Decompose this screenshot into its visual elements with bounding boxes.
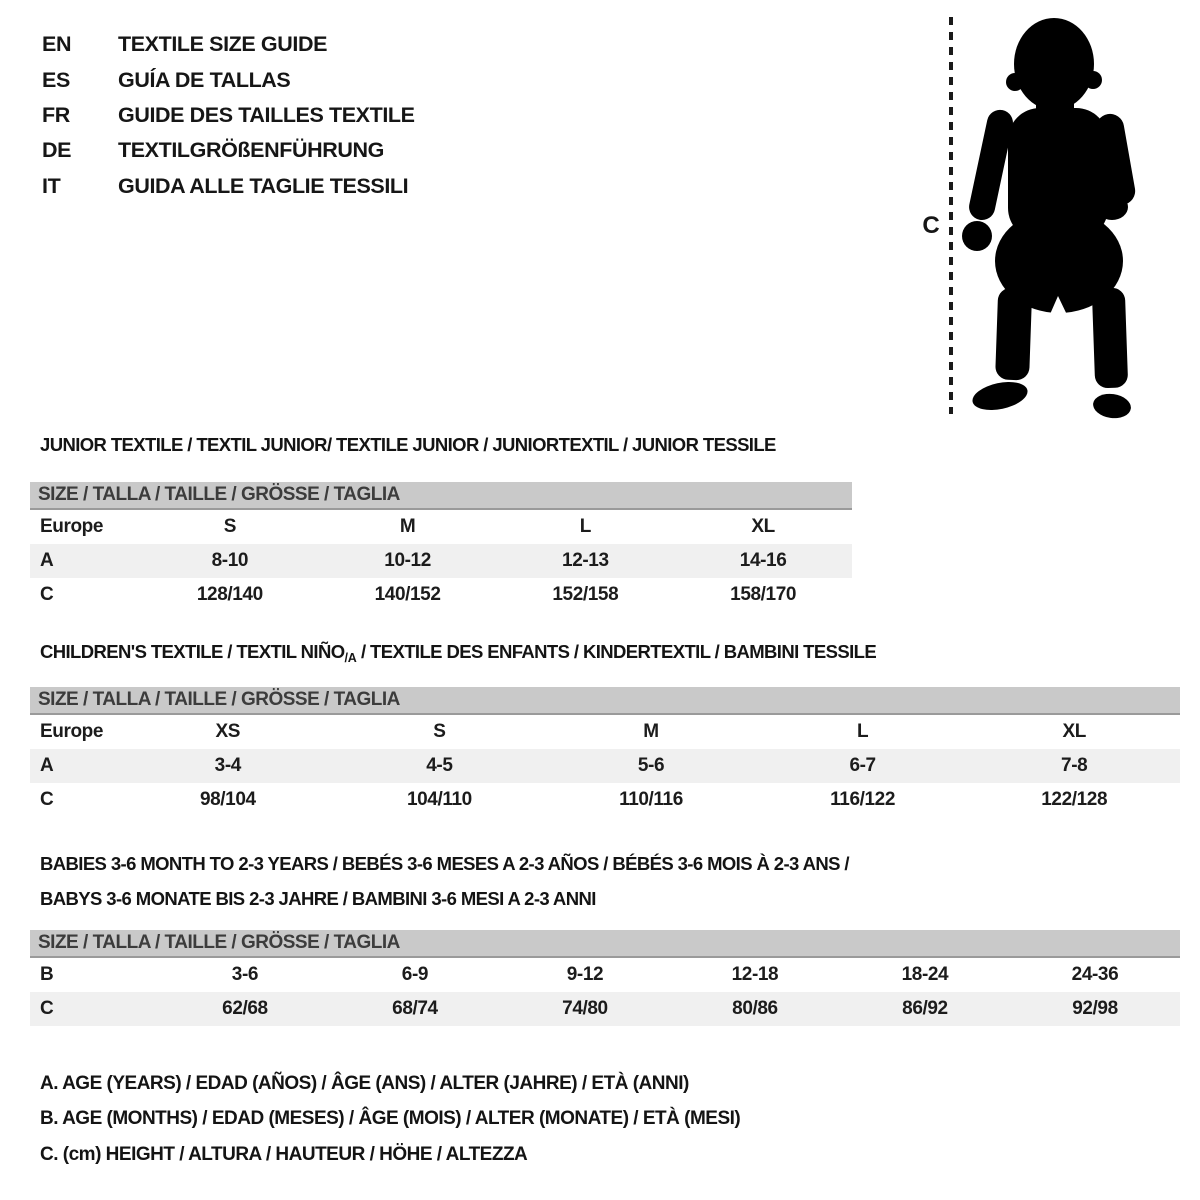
size-cell: XS <box>215 721 241 742</box>
language-row-it <box>42 169 415 204</box>
language-code: DE <box>42 138 72 163</box>
value-cell: 158/170 <box>730 584 797 605</box>
size-cell: XL <box>1062 721 1086 742</box>
value-cell: 104/110 <box>406 789 472 810</box>
table-row <box>30 783 1180 817</box>
value-cell: 62/68 <box>160 992 330 1026</box>
table-row <box>30 992 1180 1026</box>
table-row <box>30 578 852 612</box>
value-cell: 3-4 <box>122 749 334 783</box>
junior-size-table <box>30 482 852 612</box>
heading-text: CHILDREN'S TEXTILE / TEXTIL NIÑO <box>40 641 345 662</box>
value-cell: 14-16 <box>674 544 852 578</box>
table-row <box>30 749 1180 783</box>
toddler-silhouette-icon <box>940 10 1200 420</box>
guide-title: GUIDA ALLE TAGLIE TESSILI <box>118 173 409 198</box>
language-code: EN <box>42 32 72 57</box>
value-cell: 10-12 <box>319 544 497 578</box>
value-cell: 9-12 <box>566 964 604 985</box>
row-label: C <box>40 584 54 605</box>
value-cell: 74/80 <box>500 992 670 1026</box>
value-cell: 12-13 <box>496 544 674 578</box>
language-code: FR <box>42 102 70 127</box>
babies-size-table <box>30 930 1180 1026</box>
value-cell: 110/116 <box>619 789 683 810</box>
size-header-bar: SIZE / TALLA / TAILLE / GRÖSSE / TAGLIA <box>30 930 1180 958</box>
toddler-silhouette-shape <box>962 18 1137 420</box>
size-cell: M <box>399 516 416 537</box>
value-cell: 7-8 <box>968 749 1180 783</box>
legend-notes <box>40 1066 740 1172</box>
junior-table-grid <box>30 510 852 612</box>
language-code: IT <box>42 173 61 198</box>
guide-title: TEXTILGRÖßENFÜHRUNG <box>118 138 384 163</box>
children-section-heading <box>40 641 876 663</box>
value-cell: 5-6 <box>545 749 757 783</box>
babies-table-grid <box>30 958 1180 1026</box>
value-cell: 128/140 <box>196 584 263 605</box>
value-cell: 152/158 <box>552 584 619 605</box>
children-table-grid <box>30 715 1180 817</box>
heading-text: / TEXTILE DES ENFANTS / KINDERTEXTIL / BAMBINI TESSILE <box>356 641 877 662</box>
value-cell: 12-18 <box>731 964 779 985</box>
value-cell: 4-5 <box>334 749 546 783</box>
row-label: A <box>30 544 141 578</box>
height-measure-label: C <box>922 212 940 239</box>
value-cell: 24-36 <box>1071 964 1119 985</box>
value-cell: 116/122 <box>830 789 895 810</box>
value-cell: 6-9 <box>401 964 429 985</box>
value-cell: 80/86 <box>670 992 840 1026</box>
table-row <box>30 544 852 578</box>
junior-section-heading: JUNIOR TEXTILE / TEXTIL JUNIOR/ TEXTILE JUNIOR / JUNIORTEXTIL / JUNIOR TESSILE <box>40 434 776 455</box>
value-cell: 98/104 <box>199 789 256 810</box>
table-row <box>30 715 1180 749</box>
value-cell: 18-24 <box>901 964 949 985</box>
guide-title: GUIDE DES TAILLES TEXTILE <box>118 102 415 127</box>
size-cell: L <box>579 516 591 537</box>
heading-line-2: BABYS 3-6 MONATE BIS 2-3 JAHRE / BAMBINI 3-6 MESI A 2-3 ANNI <box>40 888 596 909</box>
children-size-table <box>30 687 1180 817</box>
size-cell: S <box>433 721 446 742</box>
table-row <box>30 958 1180 992</box>
legend-note-a: A. AGE (YEARS) / EDAD (AÑOS) / ÂGE (ANS) / ALTER (JAHRE) / ETÀ (ANNI) <box>40 1073 689 1094</box>
row-label: C <box>40 789 54 810</box>
row-label: B <box>40 964 54 985</box>
value-cell: 8-10 <box>141 544 319 578</box>
language-row-en <box>42 27 415 62</box>
size-cell: S <box>223 516 236 537</box>
heading-subscript: /A <box>344 651 357 665</box>
value-cell: 86/92 <box>840 992 1010 1026</box>
size-header-bar: SIZE / TALLA / TAILLE / GRÖSSE / TAGLIA <box>30 482 852 510</box>
value-cell: 140/152 <box>374 584 441 605</box>
value-cell: 6-7 <box>757 749 969 783</box>
value-cell: 122/128 <box>1041 789 1108 810</box>
table-row <box>30 510 852 544</box>
value-cell: 68/74 <box>330 992 500 1026</box>
language-row-fr <box>42 98 415 133</box>
size-header-bar: SIZE / TALLA / TAILLE / GRÖSSE / TAGLIA <box>30 687 1180 715</box>
value-cell: 92/98 <box>1010 992 1180 1026</box>
language-row-de <box>42 133 415 168</box>
language-title-list <box>42 27 415 204</box>
heading-line-1: BABIES 3-6 MONTH TO 2-3 YEARS / BEBÉS 3-6 MESES A 2-3 AÑOS / BÉBÉS 3-6 MOIS À 2-3 ANS / <box>40 853 849 874</box>
row-label: A <box>30 749 122 783</box>
region-label: Europe <box>40 721 104 742</box>
size-cell: L <box>856 721 869 742</box>
size-cell: M <box>643 721 659 742</box>
legend-note-b: B. AGE (MONTHS) / EDAD (MESES) / ÂGE (MOIS) / ALTER (MONATE) / ETÀ (MESI) <box>40 1108 741 1130</box>
size-cell: XL <box>751 516 775 537</box>
babies-section-heading <box>40 846 849 916</box>
language-code: ES <box>42 67 70 92</box>
guide-title: TEXTILE SIZE GUIDE <box>118 32 328 57</box>
region-label: Europe <box>40 516 104 537</box>
legend-note-c: C. (cm) HEIGHT / ALTURA / HAUTEUR / HÖHE / ALTEZZA <box>40 1143 528 1165</box>
value-cell: 3-6 <box>231 964 259 985</box>
guide-title: GUÍA DE TALLAS <box>118 67 291 92</box>
row-label: C <box>30 992 160 1026</box>
language-row-es <box>42 62 415 97</box>
